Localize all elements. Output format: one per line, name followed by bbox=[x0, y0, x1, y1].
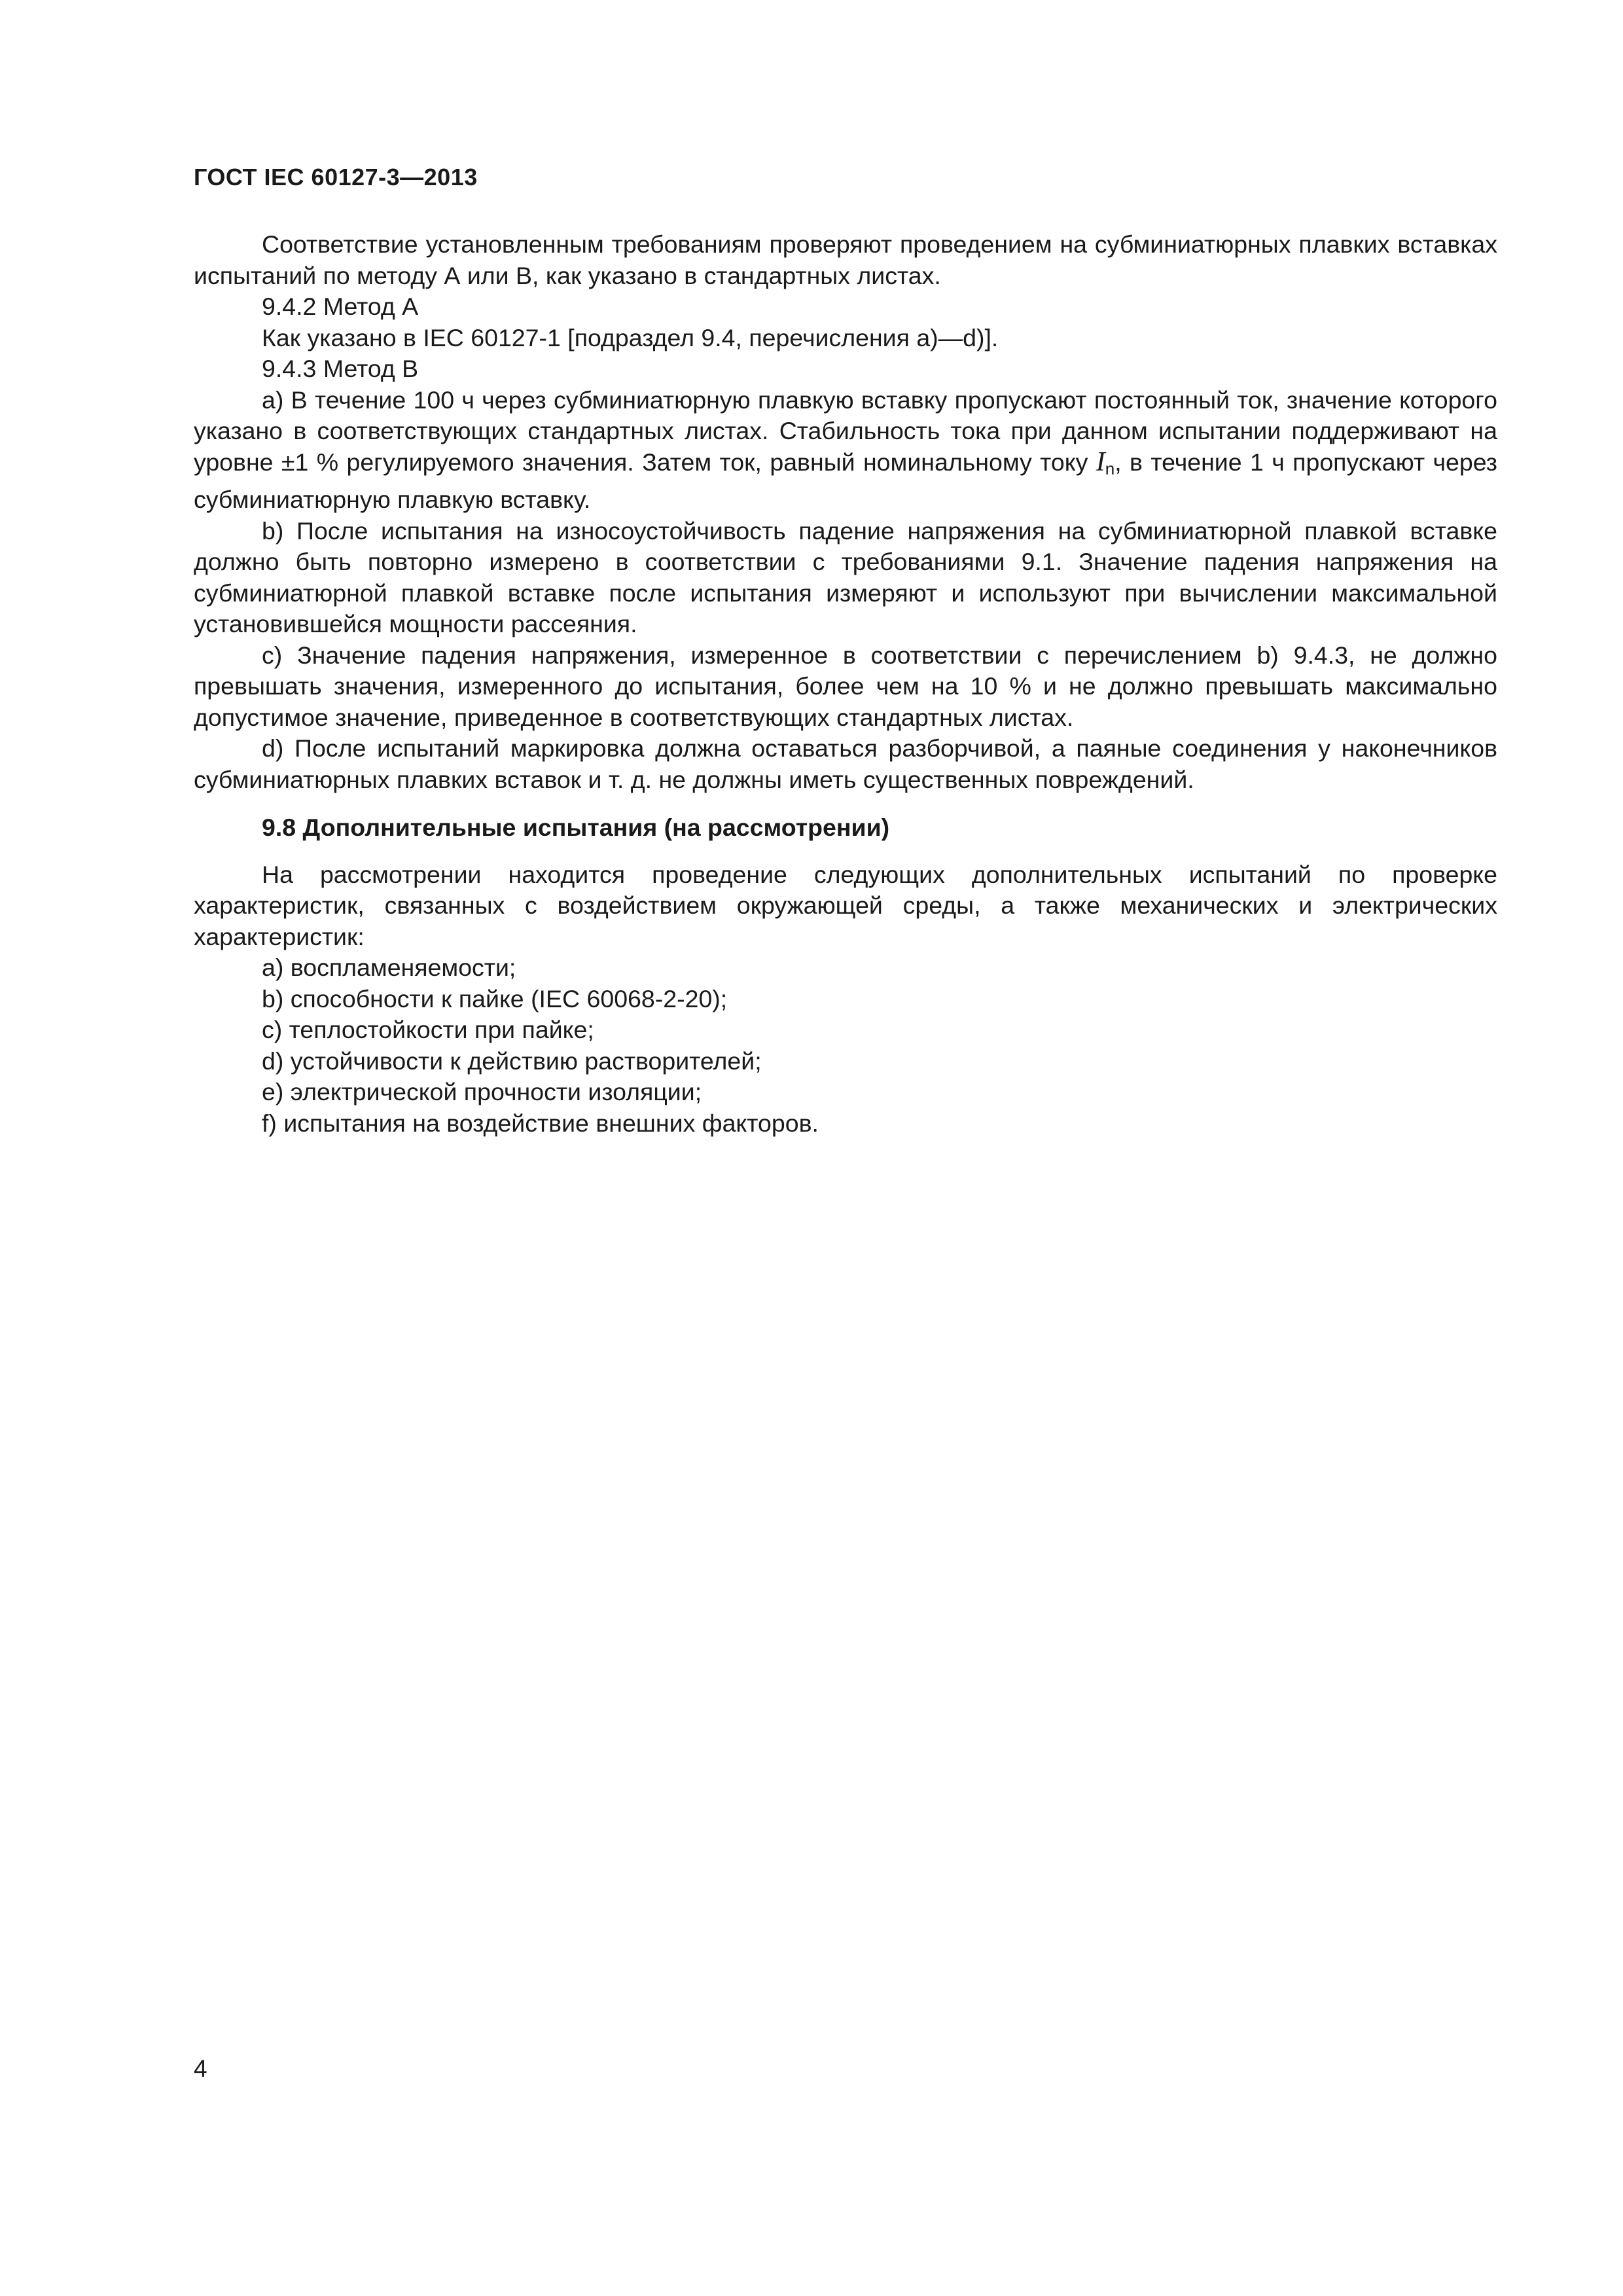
paragraph-method-b-d: d) После испытаний маркировка должна оставаться разборчивой, а паяные соединения у наконечников субминиатюрных плавких вставок и т. д. не должны иметь существенных повреждений. bbox=[194, 734, 1497, 793]
section-9-8-heading: 9.8 Дополнительные испытания (на рассмотрении) bbox=[262, 814, 890, 841]
subsection-9-4-2-title: 9.4.2 Метод А bbox=[262, 293, 419, 320]
paragraph-method-b-a bbox=[194, 385, 1497, 516]
rated-current-symbol: I bbox=[1096, 446, 1105, 477]
list-item: c) теплостойкости при пайке; bbox=[262, 1016, 594, 1043]
list-item: d) устойчивости к действию растворителей; bbox=[262, 1047, 762, 1075]
subsection-9-4-3-title: 9.4.3 Метод В bbox=[262, 355, 419, 382]
page-content bbox=[194, 229, 1497, 1139]
paragraph-method-b-a-tail: , в течение 1 ч пропускают через субминиатюрную плавкую вставку. bbox=[194, 448, 1497, 513]
list-item: f) испытания на воздействие внешних факторов. bbox=[262, 1109, 819, 1137]
list-item: e) электрической прочности изоляции; bbox=[262, 1078, 702, 1105]
paragraph-compliance: Соответствие установленным требованиям проверяют проведением на субминиатюрных плавких вставках испытаний по методу А или В, как указано в стандартных листах. bbox=[194, 230, 1497, 289]
document-code-header: ГОСТ IEC 60127-3—2013 bbox=[194, 164, 478, 190]
list-item: a) воспламеняемости; bbox=[262, 954, 516, 981]
paragraph-method-b-b: b) После испытания на износоустойчивость падение напряжения на субминиатюрной плавкой вставке должно быть повторно измерено в соответствии с требованиями 9.1. Значение падения напряжения на субминиатюрной плавкой вставке после испытания измеряют и используют при вычислении максимальной установившейся мощности рассеяния. bbox=[194, 516, 1497, 637]
list-item: b) способности к пайке (IEC 60068-2-20); bbox=[262, 984, 728, 1013]
paragraph-method-a: Как указано в IEC 60127-1 [подраздел 9.4, перечисления а)—d)]. bbox=[262, 323, 999, 351]
page-number: 4 bbox=[194, 2055, 207, 2082]
paragraph-method-b-a-text: a) В течение 100 ч через субминиатюрную плавкую вставку пропускают постоянный ток, значение которого указано в соответствующих стандартных листах. Стабильность тока при данном испытании поддерживают на уровне ±1 % регулируемого значения. Затем ток, равный номинальному току bbox=[194, 386, 1497, 476]
rated-current-subscript: n bbox=[1105, 458, 1115, 478]
section-9-8-intro: На рассмотрении находится проведение следующих дополнительных испытаний по проверке характеристик, связанных с воздействием окружающей среды, а также механических и электрических характеристик: bbox=[194, 860, 1497, 950]
paragraph-method-b-c: c) Значение падения напряжения, измеренное в соответствии с перечислением b) 9.4.3, не должно превышать значения, измеренного до испытания, более чем на 10 % и не должно превышать максимально допустимое значение, приведенное в соответствующих стандартных листах. bbox=[194, 641, 1497, 731]
